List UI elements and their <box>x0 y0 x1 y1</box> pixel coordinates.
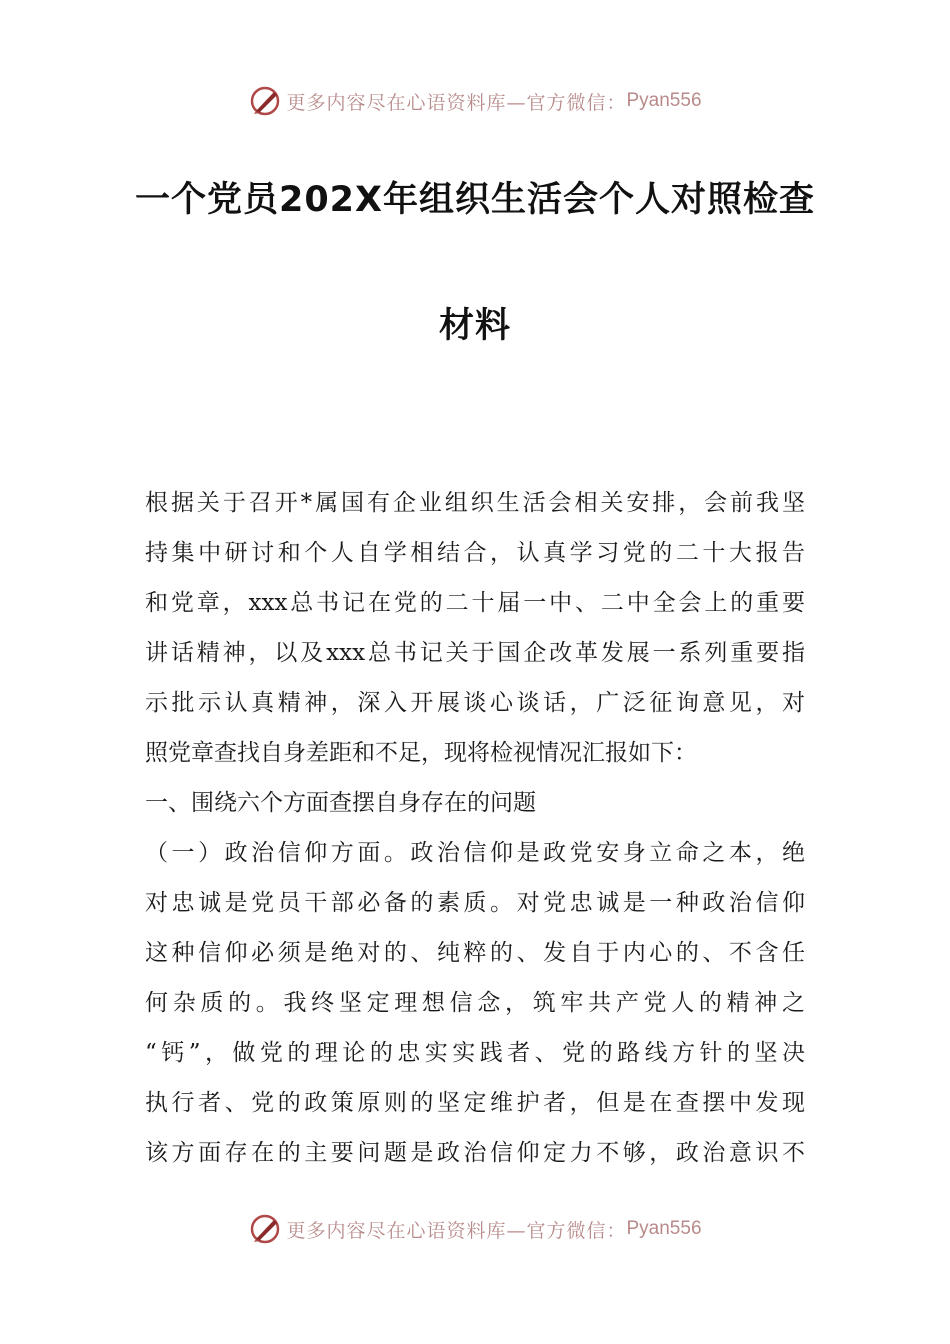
watermark-id: Pyan556 <box>626 1218 702 1239</box>
pen-circle-logo-icon <box>248 1212 282 1246</box>
document-body <box>145 478 805 1178</box>
body-line: 对忠诚是党员干部必备的素质。对党忠诚是一种政治信仰 <box>145 890 805 916</box>
body-line: 根据关于召开*属国有企业组织生活会相关安排，会前我坚 <box>145 490 805 516</box>
body-line: 该方面存在的主要问题是政治信仰定力不够，政治意识不 <box>145 1140 805 1166</box>
body-line: 持集中研讨和个人自学相结合，认真学习党的二十大报告 <box>145 540 805 566</box>
body-line: 这种信仰必须是绝对的、纯粹的、发自于内心的、不含任 <box>145 940 805 966</box>
body-line: “钙”，做党的理论的忠实实践者、党的路线方针的坚决 <box>145 1040 805 1066</box>
body-line: 和党章，xxx总书记在党的二十届一中、二中全会上的重要 <box>145 590 805 616</box>
watermark-text: 更多内容尽在心语资料库—官方微信： <box>286 91 627 114</box>
body-line: 照党章查找自身差距和不足，现将检视情况汇报如下： <box>145 740 697 766</box>
watermark-id: Pyan556 <box>626 90 702 111</box>
section-heading: 一、围绕六个方面查摆自身存在的问题 <box>145 790 536 816</box>
body-line: 何杂质的。我终坚定理想信念，筑牢共产党人的精神之 <box>145 990 805 1016</box>
body-line: （一）政治信仰方面。政治信仰是政党安身立命之本，绝 <box>145 840 805 866</box>
body-line: 示批示认真精神，深入开展谈心谈话，广泛征询意见，对 <box>145 690 805 716</box>
document-title-line-2: 材料 <box>438 306 511 346</box>
document-title-line-1: 一个党员202X年组织生活会个人对照检查 <box>134 180 816 220</box>
watermark-text: 更多内容尽在心语资料库—官方微信： <box>286 1219 627 1242</box>
footer-watermark <box>0 1212 950 1246</box>
pen-circle-logo-icon <box>248 84 282 118</box>
body-line: 执行者、党的政策原则的坚定维护者，但是在查摆中发现 <box>145 1090 805 1116</box>
header-watermark <box>0 84 950 118</box>
body-line: 讲话精神，以及xxx总书记关于国企改革发展一系列重要指 <box>145 640 805 666</box>
